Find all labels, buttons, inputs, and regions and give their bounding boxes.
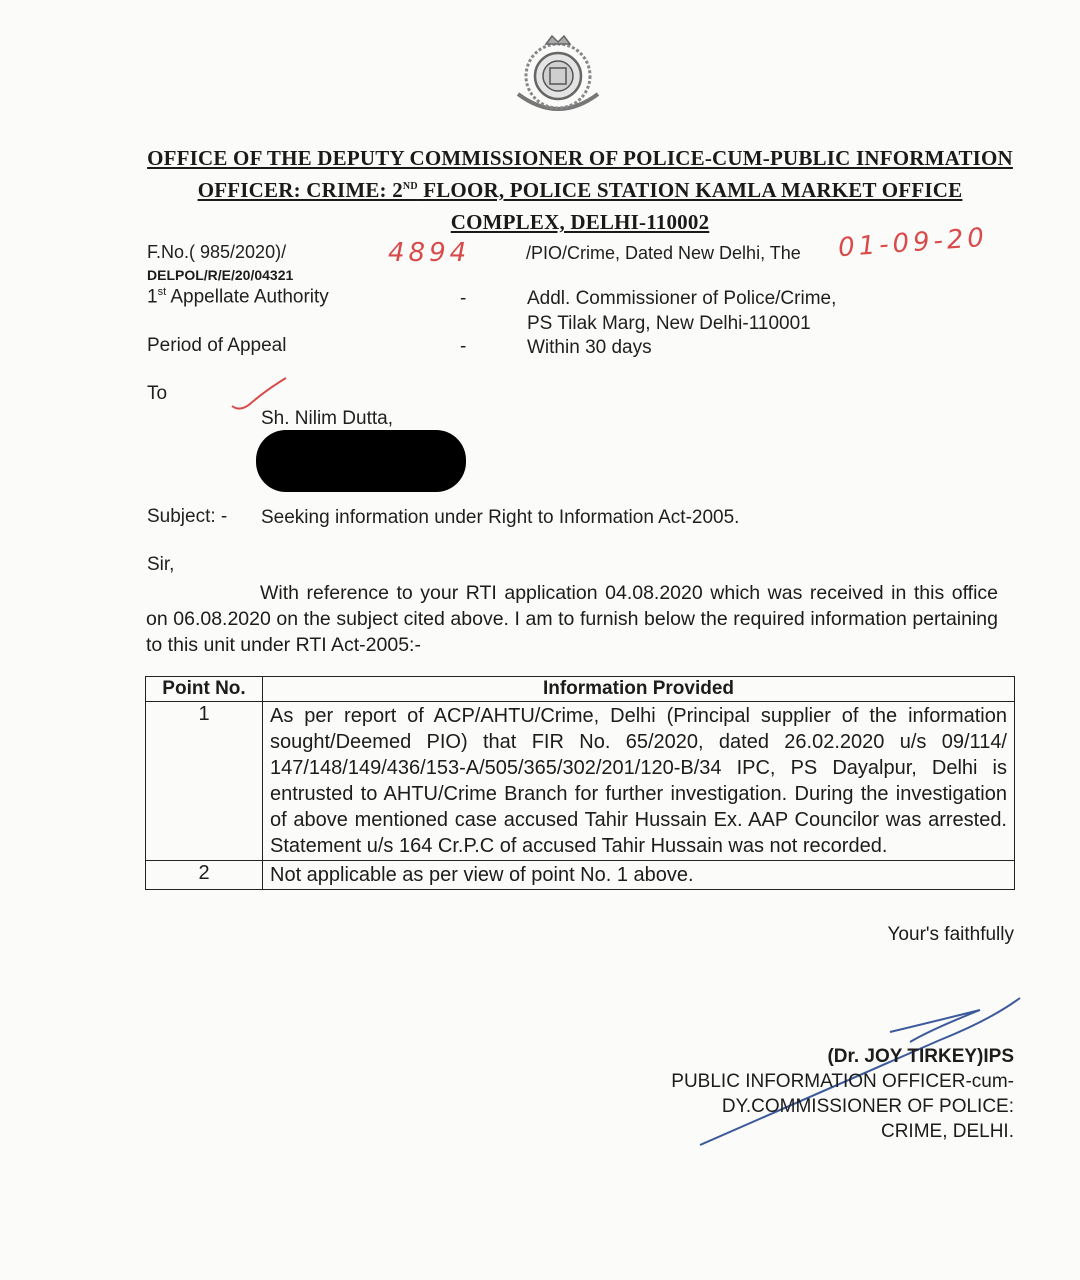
period-label: Period of Appeal (147, 335, 287, 356)
redaction-block (256, 430, 466, 492)
signatory-name: (Dr. JOY TIRKEY)IPS (827, 1046, 1014, 1067)
file-number: F.No.( 985/2020)/ (147, 242, 287, 262)
point-number: 2 (146, 861, 263, 890)
period-dash: - (460, 336, 467, 357)
pio-dated-text: /PIO/Crime, Dated New Delhi, The (526, 243, 801, 263)
closing: Your's faithfully (887, 924, 1014, 945)
appellate-label: 1st Appellate Authority (147, 286, 329, 308)
delpol-reference: DELPOL/R/E/20/04321 (147, 267, 294, 283)
information-text: Not applicable as per view of point No. 1 above. (263, 861, 1015, 890)
handwritten-number: 4894 (388, 238, 471, 268)
office-header-line2: OFFICER: CRIME: 2ND FLOOR, POLICE STATION KAMLA MARKET OFFICE (197, 178, 963, 202)
appellate-dash: - (460, 288, 467, 309)
table-row (146, 861, 1015, 890)
information-text: As per report of ACP/AHTU/Crime, Delhi (Principal supplier of the information sought/Deemed PIO) that FIR No. 65/2020, dated 26.02.2020 u/s 09/114/ 147/148/149/436/153-A/505/365/302/201/120-B/34 IPC, PS Dayalpur, Delhi is entrusted to AHTU/Crime Branch for further investigation. During the investigation of above mentioned case accused Tahir Hussain Ex. AAP Councilor was arrested. Statement u/s 164 Cr.P.C of accused Tahir Hussain was not recorded. (263, 702, 1015, 861)
salutation: Sir, (147, 554, 175, 575)
table-header-row (146, 677, 1015, 702)
handwritten-date: 01-09-20 (837, 222, 989, 264)
table-header-point: Point No. (146, 677, 263, 702)
signatory-designation-3: CRIME, DELHI. (880, 1121, 1014, 1142)
appellate-line1: Addl. Commissioner of Police/Crime, (527, 288, 837, 309)
table-row (146, 702, 1015, 861)
subject-label: Subject: - (147, 506, 228, 527)
table-header-info: Information Provided (263, 677, 1015, 702)
signatory-designation-1: PUBLIC INFORMATION OFFICER-cum- (671, 1071, 1014, 1092)
to-label: To (147, 383, 168, 404)
office-header-line1: OFFICE OF THE DEPUTY COMMISSIONER OF POLICE-CUM-PUBLIC INFORMATION (147, 146, 1013, 170)
period-value: Within 30 days (527, 337, 652, 358)
point-number: 1 (146, 702, 263, 861)
body-paragraph: With reference to your RTI application 04.08.2020 which was received in this office on 06.08.2020 on the subject cited above. I am to furnish below the required information pertaining to this unit under RTI Act-2005:- (146, 582, 998, 656)
recipient-name: Sh. Nilim Dutta, (261, 408, 393, 429)
signatory-designation-2: DY.COMMISSIONER OF POLICE: (721, 1096, 1014, 1117)
office-header-line3: COMPLEX, DELHI-110002 (450, 210, 710, 234)
information-table (145, 676, 1015, 890)
police-emblem-icon (510, 32, 606, 118)
appellate-line2: PS Tilak Marg, New Delhi-110001 (527, 313, 811, 334)
subject-text: Seeking information under Right to Information Act-2005. (261, 507, 740, 528)
